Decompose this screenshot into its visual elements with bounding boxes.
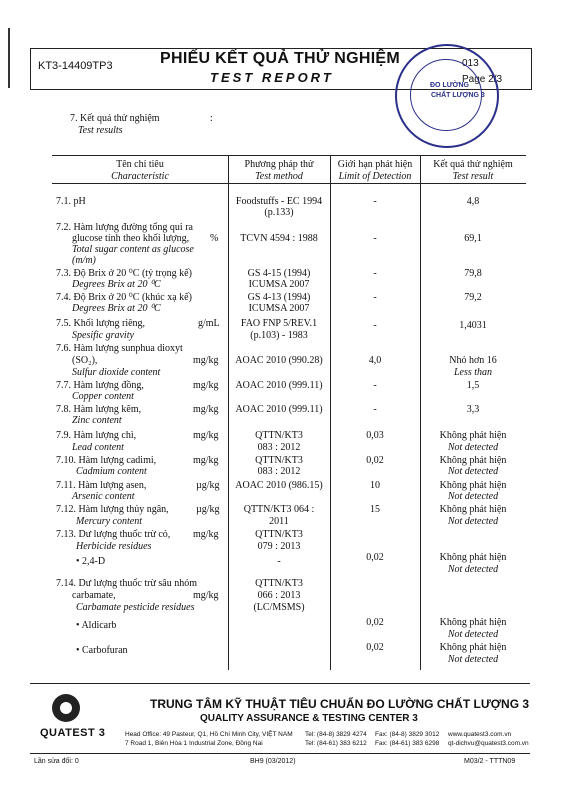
row-name: 7.11. Hàm lượng asen, (56, 480, 147, 491)
row-name: • Carbofuran (76, 645, 128, 656)
row-method: GS 4-15 (1994) (247, 268, 311, 279)
row-result: Không phát hiện (439, 642, 507, 653)
scan-edge (8, 28, 10, 88)
logo-text: QUATEST 3 (40, 727, 106, 739)
row-name: • 2,4-D (76, 556, 106, 567)
section-title-vn: 7. Kết quả thử nghiệm (70, 113, 160, 124)
row-unit: mg/kg (193, 529, 219, 540)
row-method: 2011 (269, 516, 289, 527)
table-top-border (52, 155, 526, 156)
header-method-en: Test method (255, 171, 303, 182)
row-method: QTTN/KT3 (255, 430, 303, 441)
row-method: AOAC 2010 (999.11) (235, 404, 323, 415)
row-lod: - (373, 320, 377, 331)
row-method: QTTN/KT3 064 : (243, 504, 315, 515)
footer-bottom-rule (30, 753, 530, 754)
row-result: 1,4031 (459, 320, 487, 331)
row-method: (LC/MSMS) (253, 602, 305, 613)
row-method: (p.133) (264, 207, 294, 218)
quatest-logo-hole (60, 702, 72, 714)
row-result: Không phát hiện (439, 480, 507, 491)
row-result-en: Not detected (447, 564, 499, 575)
row-method: TCVN 4594 : 1988 (240, 233, 318, 244)
revision-note: Lần sửa đổi: 0 (34, 758, 79, 765)
row-result-en: Not detected (447, 654, 499, 665)
header-result-vn: Kết quả thử nghiệm (433, 159, 513, 170)
row-name: 7.9. Hàm lượng chì, (56, 430, 137, 441)
section-colon: : (210, 113, 213, 124)
row-result: 79,8 (464, 268, 482, 279)
row-lod: - (373, 268, 377, 279)
row-name-2: (SO₂), (72, 355, 98, 366)
row-unit: mg/kg (193, 355, 219, 366)
center-name-vn: TRUNG TÂM KỸ THUẬT TIÊU CHUẨN ĐO LƯỜNG CHẤT LƯỢNG 3 (150, 697, 530, 711)
row-method: QTTN/KT3 (255, 455, 303, 466)
row-name: 7.12. Hàm lượng thủy ngân, (56, 504, 169, 515)
row-name-en: Zinc content (72, 415, 122, 426)
row-name: 7.3. Độ Brix ở 20 ⁰C (tỷ trọng kế) (56, 268, 192, 279)
row-name-2: carbamate, (72, 590, 116, 601)
header-result-en: Test result (452, 171, 494, 182)
tel-1: Tel: (84-8) 3829 4274 (305, 731, 367, 738)
header-lod-vn: Giới hạn phát hiện (337, 159, 413, 170)
footer-top-rule (30, 683, 530, 684)
row-lod: 4,0 (368, 355, 382, 366)
row-unit: mg/kg (193, 404, 219, 415)
row-result: Nhỏ hơn 16 (449, 355, 497, 366)
row-lod: 0,02 (366, 455, 384, 466)
center-name-en: QUALITY ASSURANCE & TESTING CENTER 3 (200, 713, 418, 724)
row-lod: 15 (370, 504, 380, 515)
row-result-en: Less than (453, 367, 493, 378)
row-name: 7.2. Hàm lượng đường tổng qui ra (56, 222, 193, 233)
row-result: Không phát hiện (439, 430, 507, 441)
row-lod: 0,02 (366, 617, 384, 628)
row-lod: 0,02 (366, 642, 384, 653)
row-result-en: Not detected (447, 516, 499, 527)
row-unit: mg/kg (193, 380, 219, 391)
row-result: 4,8 (466, 196, 480, 207)
row-result: Không phát hiện (439, 552, 507, 563)
row-unit: mg/kg (193, 455, 219, 466)
row-unit: µg/kg (196, 480, 220, 491)
row-name-en: Spesific gravity (72, 330, 134, 341)
document-reference: M03/2 - TTTN09 (464, 758, 516, 765)
fax-2: Fax: (84-61) 383 6298 (375, 740, 440, 747)
header-characteristic-en: Characteristic (111, 171, 169, 182)
row-name: 7.14. Dư lượng thuốc trừ sâu nhóm (56, 578, 197, 589)
section-title-en: Test results (78, 125, 123, 136)
row-method: AOAC 2010 (999.11) (235, 380, 323, 391)
row-name-2: glucose tính theo khối lượng, (72, 233, 190, 244)
row-method: Foodstuffs - EC 1994 (235, 196, 323, 207)
row-result-en: Not detected (447, 466, 499, 477)
row-unit: mg/kg (193, 590, 219, 601)
row-name-en: Herbicide residues (76, 541, 152, 552)
row-name: 7.7. Hàm lượng đồng, (56, 380, 144, 391)
page-number: Page 2/3 (462, 74, 503, 85)
row-result-en: Not detected (447, 442, 499, 453)
head-office-address: Head Office: 49 Pasteur, Q1, Hồ Chí Minh City, VIỆT NAM (125, 731, 293, 738)
stamp-text-1: ĐO LƯỜNG (430, 82, 469, 89)
row-name-en: Copper content (72, 391, 134, 402)
row-method: ICUMSA 2007 (248, 279, 310, 290)
fax-1: Fax: (84-8) 3829 3012 (375, 731, 440, 738)
code-right: 013 (462, 58, 479, 69)
row-method: 083 : 2012 (257, 442, 301, 453)
row-lod: - (373, 292, 377, 303)
row-method: QTTN/KT3 (255, 578, 303, 589)
row-name-en: Degrees Brix at 20 ⁰C (72, 303, 161, 314)
row-unit: mg/kg (193, 430, 219, 441)
row-method: 066 : 2013 (257, 590, 301, 601)
row-method: 079 : 2013 (257, 541, 301, 552)
row-name-en: Mercury content (76, 516, 142, 527)
row-name-en: Degrees Brix at 20 ⁰C (72, 279, 161, 290)
row-name-en: Cadmium content (76, 466, 147, 477)
row-name-en: Total sugar content as glucose (72, 244, 194, 255)
table-header-bottom (52, 183, 526, 184)
title-en: TEST REPORT (210, 70, 334, 85)
title-vn: PHIẾU KẾT QUẢ THỬ NGHIỆM (160, 50, 401, 67)
row-lod: - (373, 380, 377, 391)
row-name: 7.13. Dư lượng thuốc trừ cỏ, (56, 529, 171, 540)
doc-code: KT3-14409TP3 (38, 60, 113, 72)
row-result: 69,1 (464, 233, 482, 244)
row-method: GS 4-13 (1994) (247, 292, 311, 303)
stamp-text-2: CHẤT LƯỢNG 3 (431, 92, 485, 99)
row-name: 7.1. pH (56, 196, 86, 207)
row-name: 7.10. Hàm lượng cadimi, (56, 455, 157, 466)
row-unit: % (210, 233, 219, 244)
row-result-en: Not detected (447, 491, 499, 502)
row-name: 7.5. Khối lượng riêng, (56, 318, 146, 329)
row-lod: - (373, 196, 377, 207)
row-name: 7.4. Độ Brix ở 20 ⁰C (khúc xạ kế) (56, 292, 192, 303)
row-method: AOAC 2010 (990.28) (235, 355, 323, 366)
row-result: Không phát hiện (439, 455, 507, 466)
form-code: BH9 (03/2012) (250, 758, 296, 765)
row-lod: - (373, 404, 377, 415)
row-result: 3,3 (466, 404, 480, 415)
header-lod-en: Limit of Detection (338, 171, 412, 182)
row-method: (p.103) - 1983 (250, 330, 308, 341)
email: qt-dichvu@quatest3.com.vn (448, 740, 529, 747)
row-name: 7.8. Hàm lượng kẽm, (56, 404, 142, 415)
row-result: Không phát hiện (439, 504, 507, 515)
row-result: 1,5 (466, 380, 480, 391)
row-name: 7.6. Hàm lượng sunphua dioxyt (56, 343, 183, 354)
header-method-vn: Phương pháp thử (244, 159, 314, 170)
row-lod: - (373, 233, 377, 244)
row-method: 083 : 2012 (257, 466, 301, 477)
row-method: - (277, 556, 281, 567)
row-result: Không phát hiện (439, 617, 507, 628)
row-unit: µg/kg (196, 504, 220, 515)
row-result-en: Not detected (447, 629, 499, 640)
row-method: ICUMSA 2007 (248, 303, 310, 314)
row-unit: g/mL (198, 318, 220, 329)
row-method: QTTN/KT3 (255, 529, 303, 540)
row-lod: 0,02 (366, 552, 384, 563)
row-name: • Aldicarb (76, 620, 117, 631)
tel-2: Tel: (84-61) 383 6212 (305, 740, 367, 747)
header-characteristic-vn: Tên chỉ tiêu (116, 159, 164, 170)
branch-address: 7 Road 1, Biên Hòa 1 Industrial Zone, Đồng Nai (125, 740, 263, 747)
website: www.quatest3.com.vn (448, 731, 512, 738)
row-name-en: Arsenic content (72, 491, 135, 502)
row-result: 79,2 (464, 292, 482, 303)
row-name-en: Lead content (72, 442, 124, 453)
row-method: AOAC 2010 (986.15) (235, 480, 323, 491)
row-name-en-2: (m/m) (72, 255, 96, 266)
row-lod: 10 (370, 480, 380, 491)
row-method: FAO FNP 5/REV.1 (240, 318, 318, 329)
row-name-en: Sulfur dioxide content (72, 367, 161, 378)
row-name-en: Carbamate pesticide residues (76, 602, 195, 613)
row-lod: 0,03 (366, 430, 384, 441)
